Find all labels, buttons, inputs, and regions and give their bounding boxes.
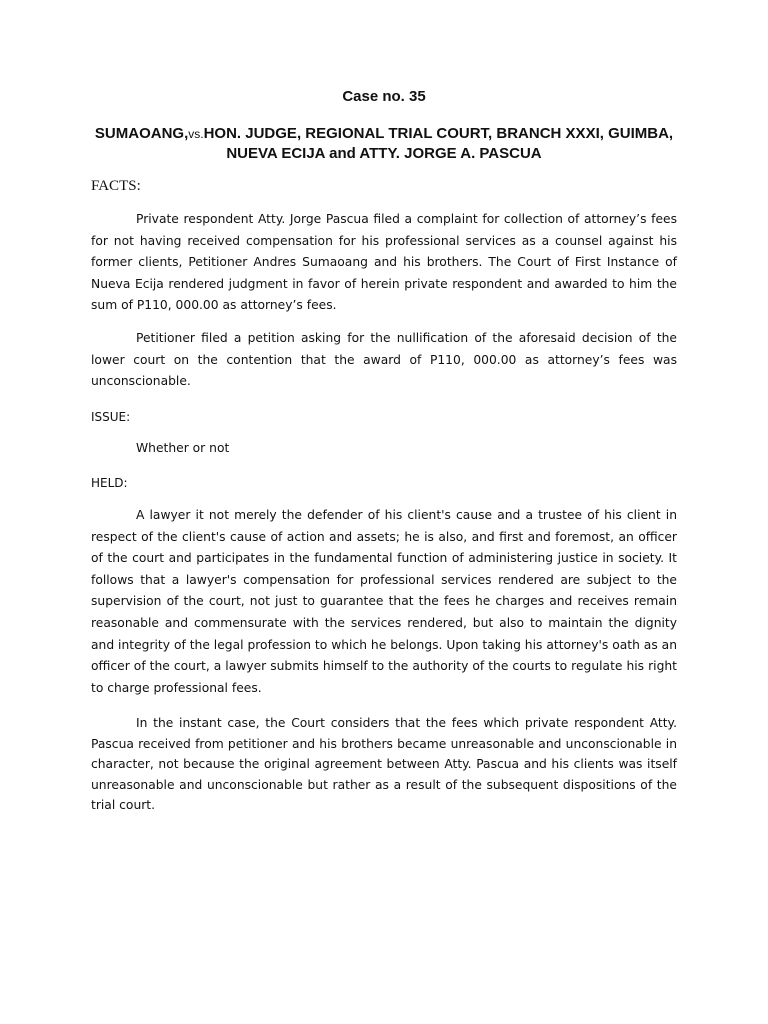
case-number: Case no. 35	[342, 88, 426, 105]
held-heading: HELD:	[91, 476, 128, 490]
held-paragraph-1: A lawyer it not merely the defender of his client's cause and a trustee of his client in respect of the client's cause of action and assets; he is also, and first and foremost, an officer of the court and participates in the fundamental function of administering justice in society. It follows that a lawyer's compensation for professional services rendered are subject to the supervision of the court, not just to guarantee that the fees he charges and receives remain reasonable and commensurate with the services rendered, but also to maintain the dignity and integrity of the legal profession to which he belongs. Upon taking his attorney's oath as an officer of the court, a lawyer submits himself to the authority of the courts to regulate his right to charge professional fees.	[91, 508, 677, 695]
held-paragraph-2: In the instant case, the Court considers that the fees which private respondent Atty. Pascua received from petitioner and his brothers became unreasonable and unconscionable in character, not because the original agreement between Atty. Pascua and his clients was itself unreasonable and unconscionable but rather as a result of the subsequent dispositions of the trial court.	[91, 716, 677, 812]
party-two-line2: NUEVA ECIJA and ATTY. JORGE A. PASCUA	[226, 145, 542, 162]
case-title	[70, 124, 698, 163]
party-two-line1: HON. JUDGE, REGIONAL TRIAL COURT, BRANCH XXXI, GUIMBA,	[203, 125, 674, 142]
facts-heading: FACTS:	[91, 178, 141, 194]
versus-label: vs.	[188, 127, 204, 141]
issue-text: Whether or not	[136, 441, 230, 455]
facts-paragraph-1: Private respondent Atty. Jorge Pascua filed a complaint for collection of attorney’s fees for not having received compensation for his professional services as a counsel against his former clients, Petitioner Andres Sumaoang and his brothers. The Court of First Instance of Nueva Ecija rendered judgment in favor of herein private respondent and awarded to him the sum of P110, 000.00 as attorney’s fees.	[91, 212, 677, 313]
party-one: SUMAOANG,	[94, 125, 189, 142]
issue-heading: ISSUE:	[91, 410, 131, 424]
facts-paragraph-2: Petitioner filed a petition asking for the nullification of the aforesaid decision of the lower court on the contention that the award of P110, 000.00 as attorney’s fees was unconscionable.	[91, 331, 677, 389]
